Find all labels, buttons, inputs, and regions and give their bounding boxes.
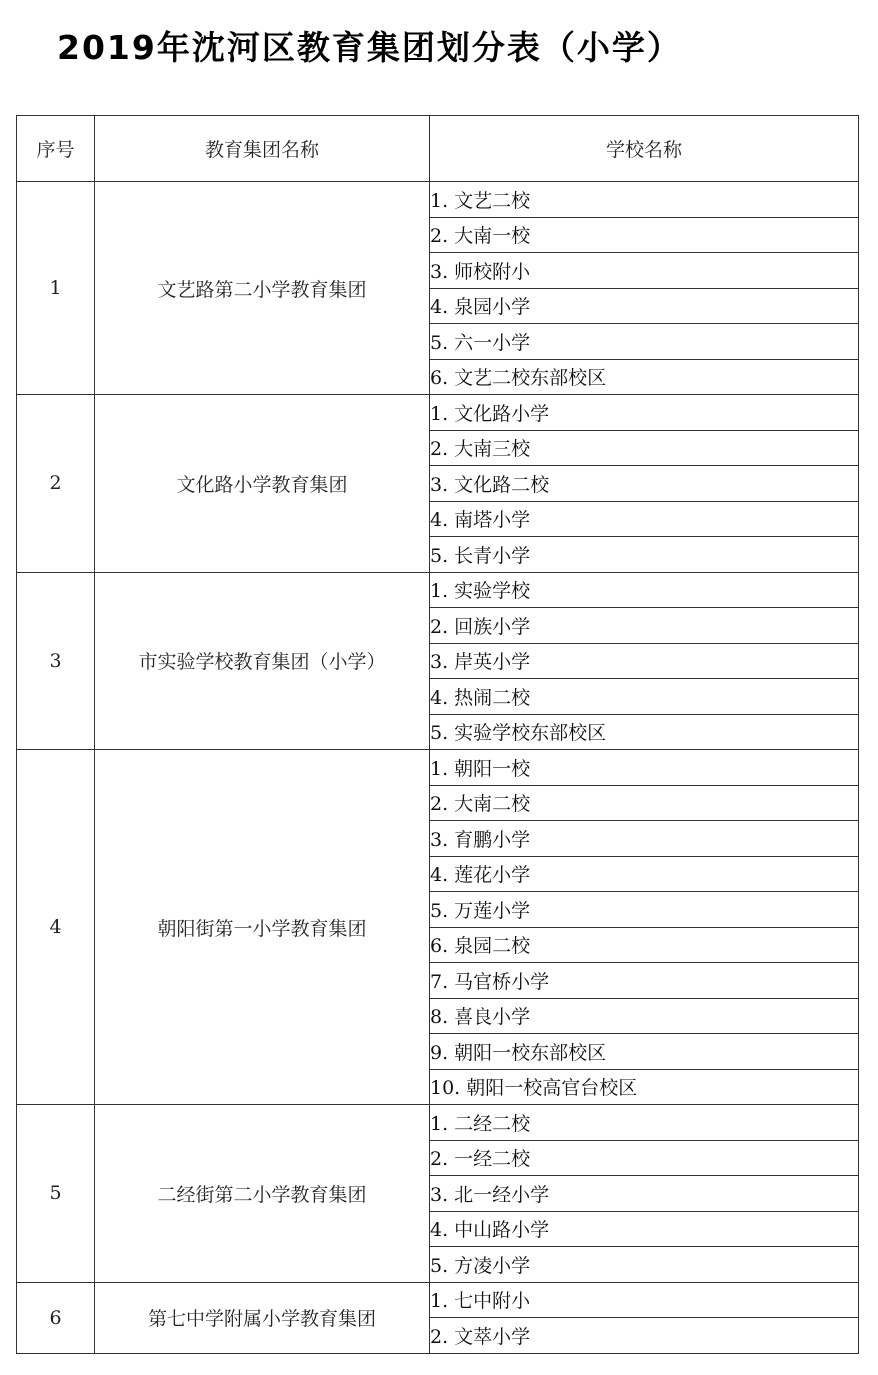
school-name: 3. 师校附小 (430, 253, 859, 289)
school-name: 2. 大南二校 (430, 785, 859, 821)
header-school-name: 学校名称 (430, 116, 859, 182)
school-name: 3. 北一经小学 (430, 1176, 859, 1212)
group-name: 朝阳街第一小学教育集团 (95, 750, 430, 1105)
table-header-row (17, 116, 859, 182)
school-name: 7. 马官桥小学 (430, 963, 859, 999)
school-name: 4. 泉园小学 (430, 288, 859, 324)
header-group-name: 教育集团名称 (95, 116, 430, 182)
school-name: 6. 文艺二校东部校区 (430, 359, 859, 395)
school-name: 4. 中山路小学 (430, 1211, 859, 1247)
group-seq: 3 (17, 572, 95, 750)
school-name: 9. 朝阳一校东部校区 (430, 1034, 859, 1070)
table-row (17, 1282, 859, 1318)
school-name: 1. 二经二校 (430, 1105, 859, 1141)
group-name: 市实验学校教育集团（小学） (95, 572, 430, 750)
group-name: 第七中学附属小学教育集团 (95, 1282, 430, 1353)
school-name: 2. 回族小学 (430, 608, 859, 644)
table-body (17, 182, 859, 1354)
page-title: 2019年沈河区教育集团划分表（小学） (57, 28, 682, 67)
school-name: 5. 实验学校东部校区 (430, 714, 859, 750)
school-name: 2. 文萃小学 (430, 1318, 859, 1354)
school-name: 5. 万莲小学 (430, 892, 859, 928)
group-name: 文化路小学教育集团 (95, 395, 430, 573)
group-name: 二经街第二小学教育集团 (95, 1105, 430, 1283)
table-row (17, 395, 859, 431)
school-name: 1. 文艺二校 (430, 182, 859, 218)
school-name: 3. 文化路二校 (430, 466, 859, 502)
group-seq: 6 (17, 1282, 95, 1353)
school-name: 2. 一经二校 (430, 1140, 859, 1176)
table-row (17, 750, 859, 786)
school-name: 2. 大南三校 (430, 430, 859, 466)
group-seq: 1 (17, 182, 95, 395)
table-row (17, 572, 859, 608)
school-name: 5. 方凌小学 (430, 1247, 859, 1283)
school-name: 4. 热闹二校 (430, 679, 859, 715)
group-name: 文艺路第二小学教育集团 (95, 182, 430, 395)
school-name: 6. 泉园二校 (430, 927, 859, 963)
table-row (17, 182, 859, 218)
school-name: 10. 朝阳一校高官台校区 (430, 1069, 859, 1105)
group-seq: 2 (17, 395, 95, 573)
school-name: 4. 莲花小学 (430, 856, 859, 892)
school-name: 1. 朝阳一校 (430, 750, 859, 786)
school-name: 1. 七中附小 (430, 1282, 859, 1318)
school-name: 8. 喜良小学 (430, 998, 859, 1034)
school-name: 1. 实验学校 (430, 572, 859, 608)
school-name: 3. 岸英小学 (430, 643, 859, 679)
education-group-table (16, 115, 859, 1354)
school-name: 1. 文化路小学 (430, 395, 859, 431)
group-seq: 5 (17, 1105, 95, 1283)
school-name: 5. 长青小学 (430, 537, 859, 573)
header-seq: 序号 (17, 116, 95, 182)
school-name: 3. 育鹏小学 (430, 821, 859, 857)
school-name: 5. 六一小学 (430, 324, 859, 360)
school-name: 4. 南塔小学 (430, 501, 859, 537)
table-row (17, 1105, 859, 1141)
group-seq: 4 (17, 750, 95, 1105)
school-name: 2. 大南一校 (430, 217, 859, 253)
